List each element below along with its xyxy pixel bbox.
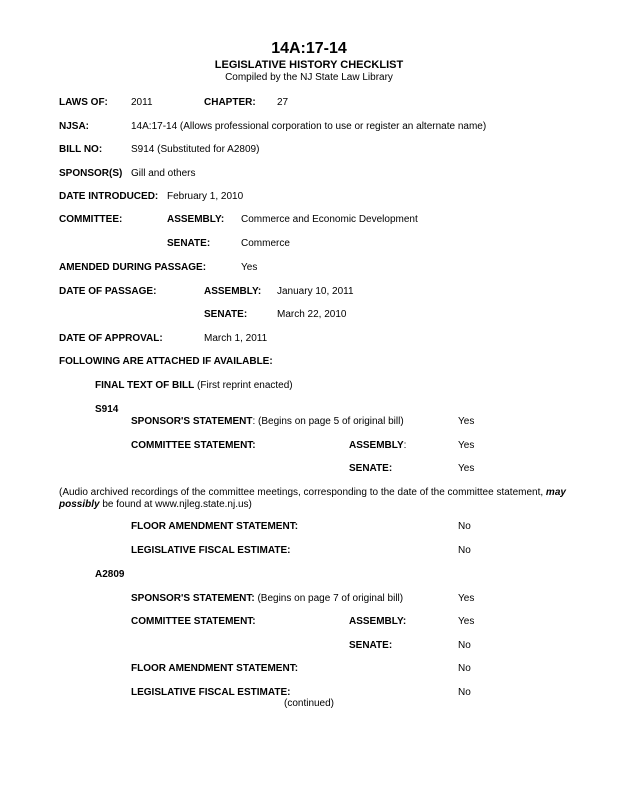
- njsa-value: 14A:17-14 (Allows professional corporation to use or register an alternate name): [131, 121, 487, 132]
- final-text-label: FINAL TEXT OF BILL: [95, 380, 195, 391]
- compiled-by: Compiled by the NJ State Law Library: [225, 72, 393, 83]
- amended-label: AMENDED DURING PASSAGE:: [59, 262, 207, 273]
- audio-note-part2: be found at www.njleg.state.nj.us): [99, 499, 252, 510]
- s914-assembly-line: [349, 440, 406, 452]
- date-introduced-label: DATE INTRODUCED:: [59, 191, 159, 202]
- chapter-label: CHAPTER:: [204, 97, 256, 108]
- a2809-assembly-label: ASSEMBLY:: [349, 616, 407, 627]
- s914-sponsor-value: Yes: [458, 416, 475, 427]
- a2809-floor-label: FLOOR AMENDMENT STATEMENT:: [131, 663, 299, 674]
- passage-senate-label: SENATE:: [204, 309, 248, 320]
- s914-senate-value: Yes: [458, 463, 475, 474]
- a2809-senate-value: No: [458, 640, 471, 651]
- audio-note: [59, 487, 579, 511]
- a2809-fiscal-label: LEGISLATIVE FISCAL ESTIMATE:: [131, 687, 291, 698]
- a2809-floor-value: No: [458, 663, 471, 674]
- a2809-sponsor-line: [131, 593, 403, 605]
- a2809-assembly-value: Yes: [458, 616, 475, 627]
- s914-assembly-label: ASSEMBLY: [349, 440, 404, 451]
- committee-assembly-value: Commerce and Economic Development: [241, 214, 418, 225]
- final-text-note: (First reprint enacted): [194, 380, 293, 391]
- s914-sponsor-note: : (Begins on page 5 of original bill): [252, 416, 404, 427]
- s914-assembly-value: Yes: [458, 440, 475, 451]
- a2809-senate-label: SENATE:: [349, 640, 393, 651]
- s914-assembly-colon: :: [403, 440, 407, 451]
- committee-senate-label: SENATE:: [167, 238, 211, 249]
- s914-floor-value: No: [458, 521, 471, 532]
- a2809-sponsor-label: SPONSOR'S STATEMENT:: [131, 593, 255, 604]
- s914-sponsor-label: SPONSOR'S STATEMENT: [131, 416, 253, 427]
- sponsors-value: Gill and others: [131, 168, 196, 179]
- a2809-fiscal-value: No: [458, 687, 471, 698]
- s914-senate-label: SENATE:: [349, 463, 393, 474]
- date-introduced-value: February 1, 2010: [167, 191, 244, 202]
- committee-assembly-label: ASSEMBLY:: [167, 214, 225, 225]
- s914-label: S914: [95, 404, 119, 415]
- njsa-label: NJSA:: [59, 121, 90, 132]
- page-title: 14A:17-14: [271, 40, 347, 57]
- date-of-passage-label: DATE OF PASSAGE:: [59, 286, 157, 297]
- bill-no-label: BILL NO:: [59, 144, 103, 155]
- passage-assembly-label: ASSEMBLY:: [204, 286, 262, 297]
- s914-floor-label: FLOOR AMENDMENT STATEMENT:: [131, 521, 299, 532]
- a2809-label: A2809: [95, 569, 125, 580]
- date-of-approval-label: DATE OF APPROVAL:: [59, 333, 163, 344]
- s914-sponsor-line: [131, 416, 404, 428]
- attached-heading: FOLLOWING ARE ATTACHED IF AVAILABLE:: [59, 356, 273, 367]
- committee-senate-value: Commerce: [241, 238, 290, 249]
- s914-fiscal-value: No: [458, 545, 471, 556]
- final-text-line: [95, 380, 293, 392]
- laws-of-value: 2011: [131, 97, 153, 108]
- passage-assembly-value: January 10, 2011: [277, 286, 354, 297]
- s914-fiscal-label: LEGISLATIVE FISCAL ESTIMATE:: [131, 545, 291, 556]
- a2809-sponsor-note: (Begins on page 7 of original bill): [254, 593, 404, 604]
- continued-note: (continued): [283, 698, 335, 709]
- audio-note-part1: (Audio archived recordings of the committee meetings, corresponding to the date of the committee statement,: [59, 487, 546, 498]
- date-of-approval-value: March 1, 2011: [204, 333, 268, 344]
- chapter-value: 27: [277, 97, 289, 108]
- committee-label: COMMITTEE:: [59, 214, 123, 225]
- a2809-committee-label: COMMITTEE STATEMENT:: [131, 616, 256, 627]
- document-subtitle: LEGISLATIVE HISTORY CHECKLIST: [214, 59, 404, 71]
- passage-senate-value: March 22, 2010: [277, 309, 347, 320]
- sponsors-label: SPONSOR(S): [59, 168, 123, 179]
- audio-note-emphasis: may possibly: [59, 487, 566, 510]
- bill-no-value: S914 (Substituted for A2809): [131, 144, 260, 155]
- laws-of-label: LAWS OF:: [59, 97, 108, 108]
- s914-committee-label: COMMITTEE STATEMENT:: [131, 440, 256, 451]
- amended-value: Yes: [241, 262, 258, 273]
- a2809-sponsor-value: Yes: [458, 593, 475, 604]
